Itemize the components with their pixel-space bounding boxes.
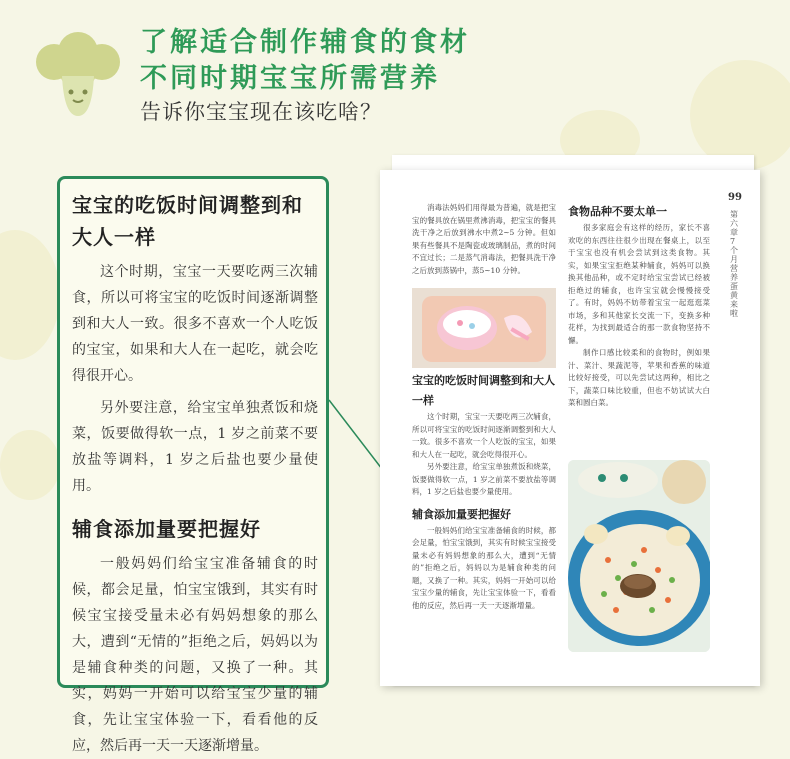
page-column-left [412,202,556,612]
page-number: 99 [728,192,742,203]
callout-heading-1: 宝宝的吃饭时间调整到和大人一样 [72,193,303,249]
background-circle [0,430,60,500]
book-page [380,170,760,686]
page-col1-para1: 这个时期，宝宝一天要吃两三次辅食，所以可将宝宝的吃饭时间逐渐调整到和大人一致。很多不喜欢一个人吃饭的宝宝，如果和大人在一起吃，就会吃得很开心。 [412,412,556,459]
broccoli-mascot-icon [32,32,124,118]
chapter-label: 第六章 7个月 营养蛋黄来啦 [730,210,738,318]
header-subtitle: 告诉你宝宝现在该吃啥？ [140,100,382,124]
background-circle [0,230,60,360]
page-column-right [568,202,710,410]
page-heading-meal-time: 宝宝的吃饭时间调整到和大人一样 [412,374,555,407]
callout-paragraph-1: 这个时期，宝宝一天要吃两三次辅食，所以可将宝宝的吃饭时间逐渐调整到和大人一致。很多不喜欢一个人吃饭的宝宝，如果和大人在一起吃，就会吃得很开心。 [72,264,318,384]
page-col2-para2: 制作口感比较柔和的食物时，例如果汁、菜汁、果蔬泥等，苹果和香蕉的味道比较好接受，可以先尝试这两种，相比之下，蔬菜口味比较重，但也不妨试试大白菜和圆白菜。 [568,348,710,407]
page-col1-para2: 另外要注意，给宝宝单独煮饭和烧菜，饭要做得软一点，1 岁之前菜不要放盐等调料，1 岁之后盐也要少量使用。 [412,462,556,496]
callout-paragraph-2: 另外要注意，给宝宝单独煮饭和烧菜，饭要做得软一点，1 岁之前菜不要放盐等调料，1 岁之后盐也要少量使用。 [72,400,318,494]
page-col1-intro: 消毒法妈妈们用得最为普遍，就是把宝宝的餐具放在锅里煮沸消毒，把宝宝的餐具洗干净之后放到沸水中煮2~5 分钟。但如果有些餐具不是陶瓷或玻璃制品，煮的时间不宜过长；二是蒸气消毒法，把餐具洗干净之后放到蒸锅中，蒸5~10 分钟。 [412,203,556,275]
callout-heading-2: 辅食添加量要把握好 [72,517,261,541]
baby-bowl-photo [412,288,556,368]
background-circle [690,60,790,170]
rice-dish-photo [568,460,710,652]
callout-paragraph-3: 一般妈妈们给宝宝准备辅食的时候，都会足量，怕宝宝饿到，其实有时候宝宝接受量未必有妈妈想象的那么大，遭到“无情的”拒绝之后，妈妈以为是辅食种类的问题，又换了一种。其实，妈妈一开始可以给宝宝少量的辅食，先让宝宝体验一下，看看他的反应，然后再一天一天逐渐增量。 [72,556,318,754]
header-title-line1: 了解适合制作辅食的食材 [140,27,470,58]
page-heading-variety: 食物品种不要太单一 [568,205,667,218]
callout-box [57,176,329,754]
page-col1-para3: 一般妈妈们给宝宝准备辅食的时候，都会足量，怕宝宝饿到，其实有时候宝宝接受量未必有妈妈想象的那么大，遭到“无情的”拒绝之后，妈妈以为是辅食种类的问题，又换了一种。其实，妈妈一开始可以给宝宝少量的辅食，先让宝宝体验一下，看看他的反应，然后再一天一天逐渐增量。 [412,525,556,610]
header-title-line2: 不同时期宝宝所需营养 [140,63,440,94]
page-heading-portion: 辅食添加量要把握好 [412,507,511,521]
page-col2-para1: 很多家庭会有这样的经历，家长不喜欢吃的东西往往很少出现在餐桌上，以至于宝宝也没有机会尝试到这类食物。其实，如果宝宝拒绝某种辅食，妈妈可以换换其他品种，或不定时给宝宝尝试已经被拒绝过的辅食，也许宝宝就会慢慢接受了。有时，妈妈不妨带着宝宝一起逛逛菜市场，多和其他家长交流一下，变换多种花样，为找到最适合的那一款食物坚持不懈。 [568,223,710,345]
